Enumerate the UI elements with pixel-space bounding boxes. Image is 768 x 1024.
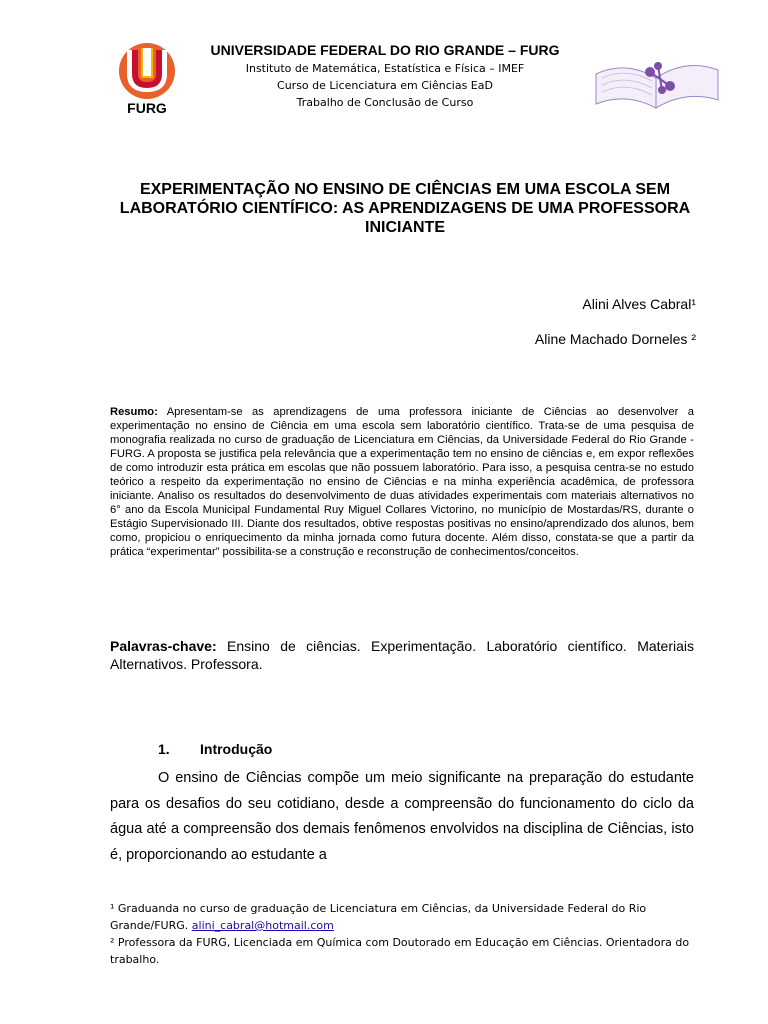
document-title: EXPERIMENTAÇÃO NO ENSINO DE CIÊNCIAS EM UMA ESCOLA SEM LABORATÓRIO CIENTÍFICO: AS APRENDIZAGENS DE UMA PROFESSORA INICIANTE [119, 181, 691, 236]
keywords [110, 637, 694, 673]
abstract [110, 405, 694, 559]
footnote-1 [110, 900, 700, 934]
footnotes [110, 900, 700, 968]
work-type: Trabalho de Conclusão de Curso [296, 96, 474, 109]
section-number: 1. [158, 741, 170, 757]
body-text: O ensino de Ciências compõe um meio significante na preparação do estudante para os desafios do seu cotidiano, desde a compreensão do funcionamento do ciclo da água até a compreensão dos demais fenômenos envolvidos na disciplina de Ciências, isto é, proporcionando ao estudante a [110, 770, 694, 863]
furg-logo [116, 42, 178, 120]
course-name: Curso de Licenciatura em Ciências EaD [277, 79, 493, 92]
institution-header [200, 42, 570, 111]
logo-label: FURG [127, 100, 167, 116]
abstract-text: Apresentam-se as aprendizagens de uma professora iniciante de Ciências ao desenvolver a experimentação no ensino de Ciência em uma escola sem laboratório científico. Trata-se de uma pesquisa de monografia realizada no curso de graduação de Licenciatura em Ciências, da Universidade Federal do Rio Grande - FURG. A proposta se justifica pela relevância que a experimentação tem no ensino de ciências e, em expor reflexões de como introduzir esta prática em escolas que não possuem laboratório. Para isso, a pesquisa centra-se no estudo teórico a respeito da experimentação no ensino de Ciências e na minha experiência acadêmica, de professora iniciante. Analiso os resultados do desenvolvimento de duas atividades experimentais com materiais alternativos no 6° ano da Escola Municipal Fundamental Ruy Miguel Collares Victorino, no município de Mostardas/RS, durante o Estágio Supervisionado III. Diante dos resultados, obtive respostas positivas no ensino/aprendizado dos alunos, bem como, propiciou o enriquecimento da minha jornada como futura docente. Além disso, constata-se que a partir da prática “experimentar” possibilita-se a construção e reconstrução de conhecimentos/conceitos. [110, 406, 694, 558]
institute-name: Instituto de Matemática, Estatística e Física – IMEF [245, 62, 525, 75]
body-paragraph [110, 766, 694, 868]
furg-logo-icon [116, 42, 178, 100]
open-book-icon [592, 50, 722, 112]
university-name: UNIVERSIDADE FEDERAL DO RIO GRANDE – FURG [210, 42, 560, 58]
author-2: Aline Machado Dorneles ² [534, 331, 696, 347]
keywords-label: Palavras-chave: [110, 638, 217, 654]
keywords-text: Ensino de ciências. Experimentação. Laboratório científico. Materiais Alternativos. Professora. [110, 638, 695, 672]
section-title: Introdução [200, 741, 273, 757]
author-email-link[interactable]: alini_cabral@hotmail.com [191, 919, 334, 932]
author-1: Alini Alves Cabral¹ [582, 296, 696, 312]
section-heading [158, 741, 272, 757]
footnote-1-text: ¹ Graduanda no curso de graduação de Licenciatura em Ciências, da Universidade Federal do Rio Grande/FURG. [110, 902, 647, 932]
footnote-2: ² Professora da FURG, Licenciada em Química com Doutorado em Educação em Ciências. Orientadora do trabalho. [110, 936, 690, 966]
abstract-label: Resumo: [110, 406, 158, 418]
